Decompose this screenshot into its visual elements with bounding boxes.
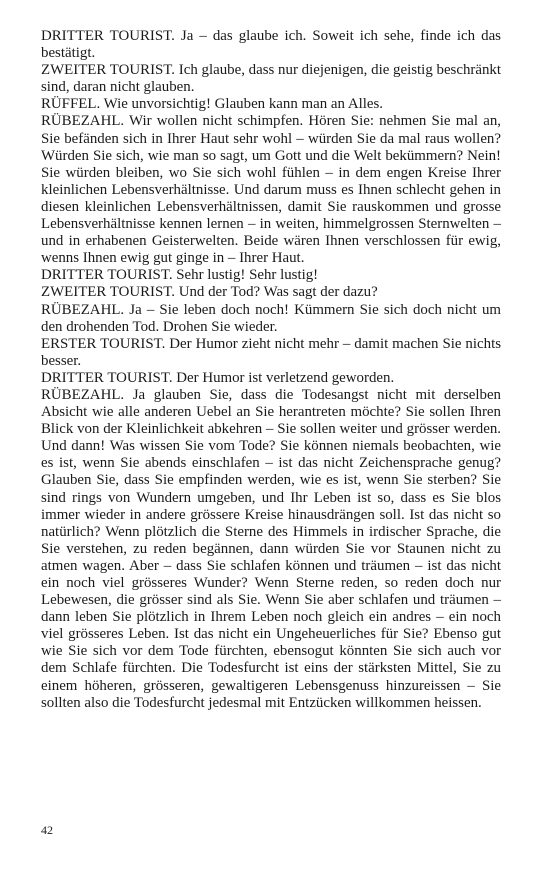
dialogue-paragraph: [41, 284, 501, 301]
dialogue-paragraph: [41, 302, 501, 336]
dialogue-paragraph: [41, 370, 501, 387]
speaker-name: DRITTER TOURIST.: [41, 369, 173, 386]
speaker-name: DRITTER TOURIST.: [41, 267, 173, 284]
dialogue-paragraph: [41, 267, 501, 284]
dialogue-text: Der Humor zieht nicht mehr – damit machen Sie nichts besser.: [41, 335, 501, 369]
dialogue-text: Und der Tod? Was sagt der dazu?: [175, 284, 378, 301]
speaker-name: RÜFFEL.: [41, 96, 101, 113]
dialogue-text: Wir wollen nicht schimpfen. Hören Sie: nehmen Sie mal an, Sie befänden sich in Ihrer Haut sehr wohl – würden Sie da mal raus wollen? Würden Sie sich, wie man so sagt, um Gott und die Welt bekümmern? Nein! Sie würden bleiben, wo Sie sich wohl fühlen – in dem engen Kreise Ihrer kleinlichen Lebensverhältnisse. Und darum muss es Ihnen schlecht gehen in diesen kleinlichen Lebensverhältnissen, damit Sie rauskommen und grosse Lebensverhältnisse kennen lernen – in weiten, himmelgrossen Sternwelten – und in erhabenen Geisterwelten. Beide wären Ihnen verschlossen für ewig, wenns Ihnen ewig gut ginge in – Ihrer Haut.: [41, 113, 501, 267]
dialogue-text: Ja – Sie leben doch noch! Kümmern Sie sich doch nicht um den drohenden Tod. Drohen Sie wieder.: [41, 301, 501, 335]
dialogue-text: Ja glauben Sie, dass die Todesangst nicht mit derselben Absicht wie alle anderen Uebel an Sie herantreten möchte? Sie sollen Ihren Blick von der Kleinlichkeit abkehren – Sie sollen weiter und grösser werden. Und dann! Was wissen Sie vom Tode? Sie können niemals beobachten, wie es ist, wenn Sie abends einschlafen – ist das nicht Zeichensprache genug? Glauben Sie, dass Sie empfinden werden, wie es ist, wenn Sie sterben? Sie sind rings von Wundern umgeben, und Ihr Leben ist so, dass es Sie blos immer wieder in andere grössere Kreise hinausdrängen soll. Ist das nicht so natürlich? Wenn plötzlich die Sterne des Himmels in irdischer Sprache, die Sie verstehen, zu reden begännen, dann würden Sie vor Staunen nicht zu atmen wagen. Aber – dass Sie schlafen können und träumen – ist das nicht ein noch viel grösseres Wunder? Wenn Sterne reden, so reden doch nur Lebewesen, die grösser sind als Sie. Wenn Sie aber schlafen und träumen – dann leben Sie plötzlich in Ihrem Leben noch gleich ein andres – ein noch viel grösseres Leben. Ist das nicht ein Ungeheuerliches für Sie? Ebenso gut wie Sie sich vor dem Tode fürchten, ebensogut könnten Sie sich auch vor dem Schlafe fürchten. Die Todesfurcht ist eins der stärksten Mittel, Sie zu einem höheren, grösseren, gewaltigeren Lebensgenuss hinzureissen – Sie sollten also die Todesfurcht jedesmal mit Entzücken willkommen heissen.: [41, 386, 501, 711]
speaker-name: ZWEITER TOURIST.: [41, 62, 176, 79]
speaker-name: ZWEITER TOURIST.: [41, 284, 176, 301]
dialogue-text: Ja – das glaube ich. Soweit ich sehe, finde ich das bestätigt.: [41, 28, 501, 62]
dialogue-paragraph: [41, 62, 501, 96]
dialogue-paragraph: [41, 387, 501, 712]
dialogue-paragraph: [41, 28, 501, 62]
page-text-block: [41, 28, 501, 712]
dialogue-paragraph: [41, 113, 501, 267]
page-number: 42: [41, 823, 53, 837]
speaker-name: RÜBEZAHL.: [41, 301, 125, 318]
dialogue-paragraph: [41, 336, 501, 370]
speaker-name: RÜBEZAHL.: [41, 386, 125, 403]
dialogue-paragraph: [41, 96, 501, 113]
speaker-name: DRITTER TOURIST.: [41, 28, 175, 44]
speaker-name: ERSTER TOURIST.: [41, 335, 166, 352]
dialogue-text: Der Humor ist verletzend geworden.: [172, 369, 395, 386]
dialogue-text: Sehr lustig! Sehr lustig!: [172, 267, 319, 284]
speaker-name: RÜBEZAHL.: [41, 113, 125, 130]
dialogue-text: Ich glaube, dass nur diejenigen, die geistig beschränkt sind, daran nicht glauben.: [41, 62, 501, 96]
dialogue-text: Wie unvorsichtig! Glauben kann man an Alles.: [100, 96, 383, 113]
